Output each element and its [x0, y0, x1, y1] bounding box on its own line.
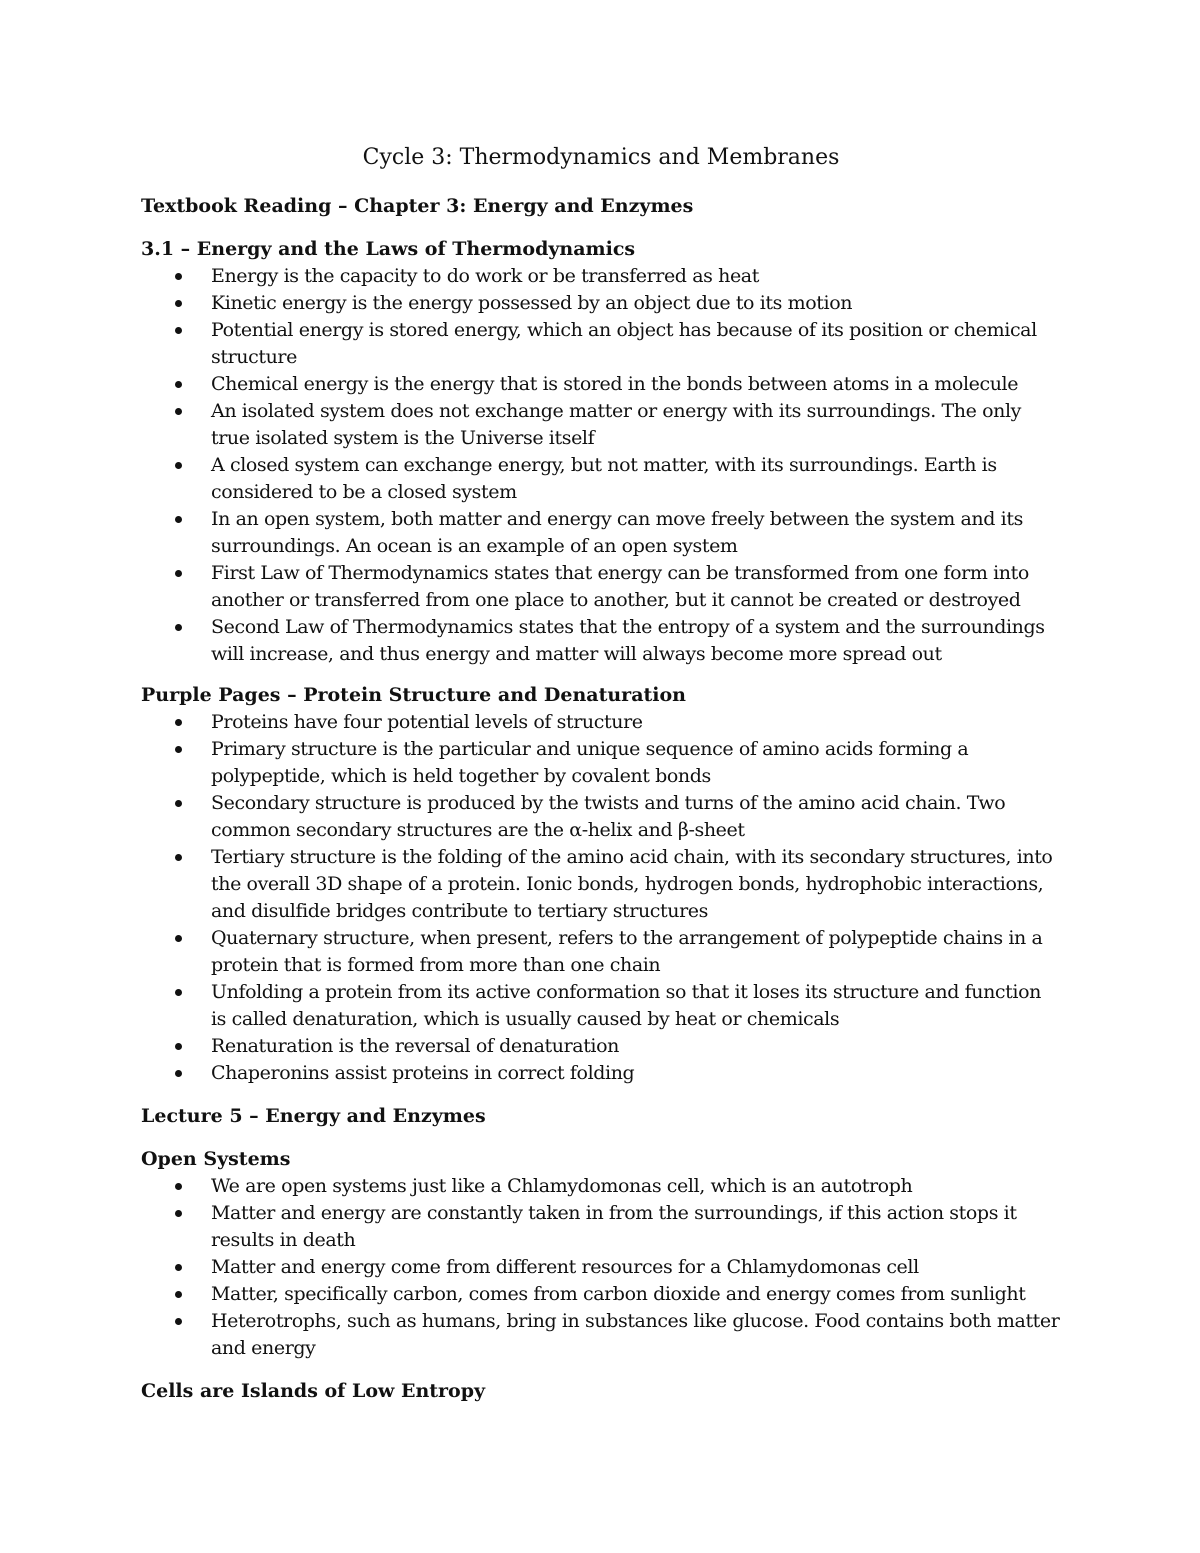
bullet-icon [175, 327, 182, 334]
section-3-1-heading: 3.1 – Energy and the Laws of Thermodynamics [141, 238, 636, 260]
list-item [141, 790, 1061, 844]
bullet-icon [175, 1210, 182, 1217]
list-item [141, 1200, 1061, 1254]
open-systems-heading: Open Systems [141, 1148, 291, 1170]
list-item-text: Matter and energy come from different resources for a Chlamydomonas cell [211, 1256, 919, 1278]
list-item [141, 560, 1061, 614]
list-item-text: Energy is the capacity to do work or be transferred as heat [211, 265, 759, 287]
list-item-text: Unfolding a protein from its active conformation so that it loses its structure and function is called denaturation, which is usually caused by heat or chemicals [211, 981, 1041, 1030]
list-item [141, 979, 1061, 1033]
list-item-text: Chemical energy is the energy that is stored in the bonds between atoms in a molecule [211, 373, 1019, 395]
bullet-icon [175, 570, 182, 577]
bullet-icon [175, 989, 182, 996]
bullet-icon [175, 624, 182, 631]
list-item [141, 614, 1061, 668]
lecture-5-section [141, 1103, 1061, 1130]
bullet-icon [175, 1183, 182, 1190]
list-item [141, 290, 1061, 317]
list-item-text: Primary structure is the particular and unique sequence of amino acids forming a polypeptide, which is held together by covalent bonds [211, 738, 969, 787]
list-item-text: A closed system can exchange energy, but not matter, with its surroundings. Earth is considered to be a closed system [211, 454, 997, 503]
bullet-icon [175, 1043, 182, 1050]
list-item-text: Kinetic energy is the energy possessed by an object due to its motion [211, 292, 853, 314]
list-item-text: Matter and energy are constantly taken in from the surroundings, if this action stops it results in death [211, 1202, 1017, 1251]
bullet-icon [175, 381, 182, 388]
list-item [141, 1281, 1061, 1308]
purple-pages-heading: Purple Pages – Protein Structure and Denaturation [141, 684, 686, 706]
list-item-text: In an open system, both matter and energy can move freely between the system and its surroundings. An ocean is an example of an open system [211, 508, 1023, 557]
cells-entropy-section [141, 1378, 1061, 1405]
list-item [141, 1060, 1061, 1087]
list-item-text: We are open systems just like a Chlamydomonas cell, which is an autotroph [211, 1175, 913, 1197]
document-page [141, 143, 1061, 1421]
list-item [141, 452, 1061, 506]
bullet-icon [175, 1070, 182, 1077]
bullet-icon [175, 1318, 182, 1325]
purple-pages-list [141, 709, 1061, 1087]
bullet-icon [175, 854, 182, 861]
open-systems-list [141, 1173, 1061, 1362]
list-item [141, 1173, 1061, 1200]
list-item [141, 1033, 1061, 1060]
list-item-text: Second Law of Thermodynamics states that the entropy of a system and the surroundings will increase, and thus energy and matter will always become more spread out [211, 616, 1045, 665]
list-item [141, 506, 1061, 560]
list-item-text: Potential energy is stored energy, which an object has because of its position or chemical structure [211, 319, 1037, 368]
list-item [141, 709, 1061, 736]
list-item-text: Secondary structure is produced by the twists and turns of the amino acid chain. Two common secondary structures are the α-helix and β-sheet [211, 792, 1006, 841]
lecture-5-heading: Lecture 5 – Energy and Enzymes [141, 1105, 486, 1127]
document-title: Cycle 3: Thermodynamics and Membranes [362, 145, 840, 170]
list-item [141, 1308, 1061, 1362]
list-item-text: Renaturation is the reversal of denaturation [211, 1035, 619, 1057]
list-item [141, 844, 1061, 925]
list-item-text: Proteins have four potential levels of structure [211, 711, 643, 733]
bullet-icon [175, 408, 182, 415]
bullet-icon [175, 462, 182, 469]
textbook-reading-section [141, 193, 1061, 220]
list-item [141, 317, 1061, 371]
cells-entropy-heading: Cells are Islands of Low Entropy [141, 1380, 486, 1402]
open-systems-section [141, 1146, 1061, 1362]
list-item-text: First Law of Thermodynamics states that energy can be transformed from one form into another or transferred from one place to another, but it cannot be created or destroyed [211, 562, 1029, 611]
bullet-icon [175, 800, 182, 807]
bullet-icon [175, 1264, 182, 1271]
list-item [141, 398, 1061, 452]
bullet-icon [175, 1291, 182, 1298]
list-item [141, 263, 1061, 290]
bullet-icon [175, 719, 182, 726]
list-item [141, 1254, 1061, 1281]
list-item [141, 925, 1061, 979]
bullet-icon [175, 273, 182, 280]
section-3-1 [141, 236, 1061, 668]
bullet-icon [175, 935, 182, 942]
bullet-icon [175, 300, 182, 307]
textbook-reading-heading: Textbook Reading – Chapter 3: Energy and Enzymes [141, 195, 694, 217]
list-item-text: An isolated system does not exchange matter or energy with its surroundings. The only true isolated system is the Universe itself [211, 400, 1022, 449]
section-3-1-list [141, 263, 1061, 668]
bullet-icon [175, 746, 182, 753]
bullet-icon [175, 516, 182, 523]
list-item [141, 736, 1061, 790]
list-item-text: Heterotrophs, such as humans, bring in substances like glucose. Food contains both matter and energy [211, 1310, 1060, 1359]
list-item-text: Matter, specifically carbon, comes from carbon dioxide and energy comes from sunlight [211, 1283, 1026, 1305]
list-item-text: Tertiary structure is the folding of the amino acid chain, with its secondary structures, into the overall 3D shape of a protein. Ionic bonds, hydrogen bonds, hydrophobic interactions, and disulfide bridges contribute to tertiary structures [211, 846, 1053, 922]
list-item-text: Chaperonins assist proteins in correct folding [211, 1062, 635, 1084]
list-item-text: Quaternary structure, when present, refers to the arrangement of polypeptide chains in a protein that is formed from more than one chain [211, 927, 1043, 976]
list-item [141, 371, 1061, 398]
purple-pages-section [141, 682, 1061, 1087]
